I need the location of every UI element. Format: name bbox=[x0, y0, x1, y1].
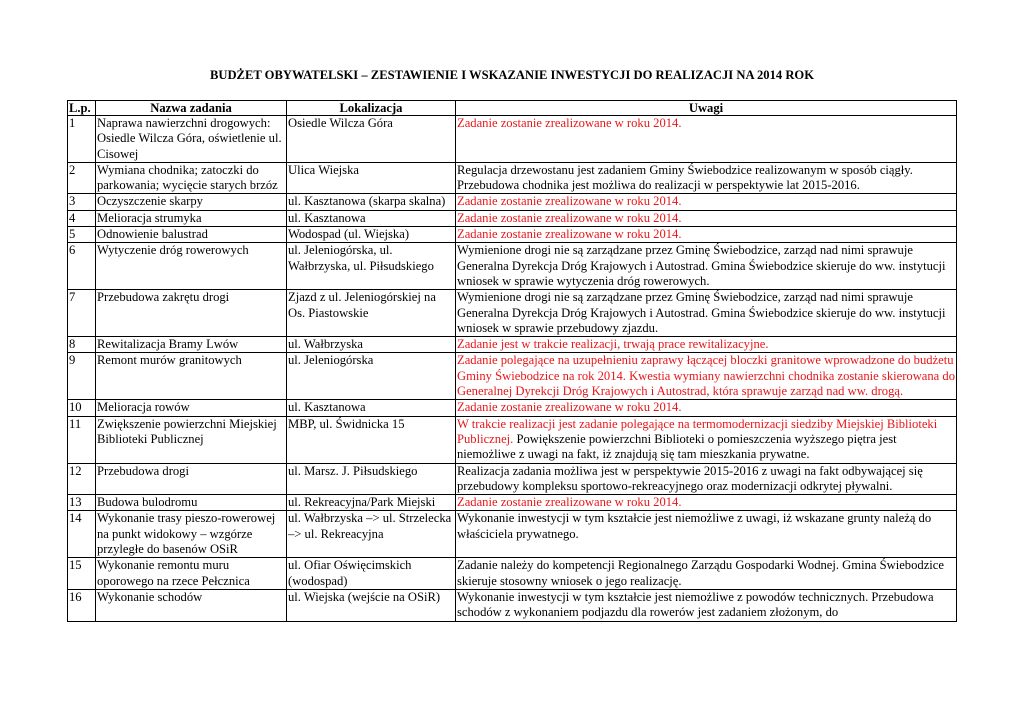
cell-notes bbox=[456, 116, 957, 163]
document-title: BUDŻET OBYWATELSKI – ZESTAWIENIE I WSKAZANIE INWESTYCJI DO REALIZACJI NA 2014 ROK bbox=[209, 68, 815, 82]
cell-notes bbox=[456, 227, 957, 243]
cell-notes bbox=[456, 337, 957, 353]
note-text: Zadanie należy do kompetencji Regionalnego Zarządu Gospodarki Wodnej. Gmina Świebodzice skieruje stosowny wniosek o jego realizację. bbox=[457, 558, 944, 588]
table-row bbox=[68, 290, 957, 337]
cell-notes bbox=[456, 353, 957, 400]
header-notes: Uwagi bbox=[456, 101, 957, 116]
cell-lp: 2 bbox=[68, 162, 96, 194]
note-text: Wymienione drogi nie są zarządzane przez Gminę Świebodzice, zarząd nad nimi sprawuje Generalna Dyrekcja Dróg Krajowych i Autostrad. Gmina Świebodzice skieruje do ww. instytucji wniosek w sprawie przebudowy zjazdu. bbox=[457, 290, 946, 335]
table-row bbox=[68, 337, 957, 353]
cell-location: MBP, ul. Świdnicka 15 bbox=[287, 416, 456, 463]
cell-notes bbox=[456, 400, 957, 416]
cell-notes bbox=[456, 243, 957, 290]
note-text: Wykonanie inwestycji w tym kształcie jest niemożliwe z uwagi, iż wskazane grunty należą do właściciela prywatnego. bbox=[457, 511, 932, 541]
cell-lp: 12 bbox=[68, 463, 96, 495]
cell-lp: 1 bbox=[68, 116, 96, 163]
table-row bbox=[68, 416, 957, 463]
cell-location: ul. Wałbrzyska –> ul. Strzelecka –> ul. Rekreacyjna bbox=[287, 511, 456, 558]
cell-name: Oczyszczenie skarpy bbox=[96, 194, 287, 210]
header-location: Lokalizacja bbox=[287, 101, 456, 116]
table-header-row bbox=[68, 101, 957, 116]
table-row bbox=[68, 210, 957, 226]
cell-name: Odnowienie balustrad bbox=[96, 227, 287, 243]
cell-location: ul. Rekreacyjna/Park Miejski bbox=[287, 495, 456, 511]
table-row bbox=[68, 162, 957, 194]
cell-location: ul. Jeleniogórska, ul. Wałbrzyska, ul. Piłsudskiego bbox=[287, 243, 456, 290]
cell-location: ul. Kasztanowa bbox=[287, 210, 456, 226]
cell-name: Wymiana chodnika; zatoczki do parkowania; wycięcie starych brzóz bbox=[96, 162, 287, 194]
cell-location: Osiedle Wilcza Góra bbox=[287, 116, 456, 163]
note-text: Realizacja zadania możliwa jest w perspektywie 2015-2016 z uwagi na fakt odbywającej się przebudowy kompleksu sportowo-rekreacyjnego oraz modernizacji odkrytej pływalni. bbox=[457, 463, 923, 493]
cell-location: ul. Marsz. J. Piłsudskiego bbox=[287, 463, 456, 495]
cell-lp: 5 bbox=[68, 227, 96, 243]
cell-notes bbox=[456, 558, 957, 590]
note-highlighted: Zadanie zostanie zrealizowane w roku 2014. bbox=[457, 210, 682, 225]
note-text: Wymienione drogi nie są zarządzane przez Gminę Świebodzice, zarząd nad nimi sprawuje Generalna Dyrekcja Dróg Krajowych i Autostrad. Gmina Świebodzice skieruje do ww. instytucji wniosek w sprawie wytyczenia dróg rowerowych. bbox=[457, 243, 946, 288]
cell-lp: 10 bbox=[68, 400, 96, 416]
cell-name: Wykonanie remontu muru oporowego na rzece Pełcznica bbox=[96, 558, 287, 590]
note-text: Wykonanie inwestycji w tym kształcie jest niemożliwe z powodów technicznych. Przebudowa schodów z wykonaniem podjazdu dla rowerów jest zadaniem złożonym, do bbox=[457, 589, 934, 620]
cell-location: ul. Wałbrzyska bbox=[287, 337, 456, 353]
cell-name: Wykonanie trasy pieszo-rowerowej na punkt widokowy – wzgórze przyległe do basenów OSiR bbox=[96, 511, 287, 558]
cell-lp: 6 bbox=[68, 243, 96, 290]
cell-name: Remont murów granitowych bbox=[96, 353, 287, 400]
note-highlighted: Zadanie zostanie zrealizowane w roku 2014. bbox=[457, 495, 682, 510]
table-row bbox=[68, 511, 957, 558]
note-highlighted: Zadanie zostanie zrealizowane w roku 2014. bbox=[457, 194, 682, 209]
cell-notes bbox=[456, 194, 957, 210]
note-highlighted: Zadanie zostanie zrealizowane w roku 2014. bbox=[457, 227, 682, 242]
table-row bbox=[68, 227, 957, 243]
table-row bbox=[68, 353, 957, 400]
cell-location: ul. Kasztanowa (skarpa skalna) bbox=[287, 194, 456, 210]
table-row bbox=[68, 558, 957, 590]
cell-lp: 7 bbox=[68, 290, 96, 337]
cell-notes bbox=[456, 210, 957, 226]
table-row bbox=[68, 116, 957, 163]
cell-notes bbox=[456, 463, 957, 495]
table-row bbox=[68, 243, 957, 290]
cell-location: Ulica Wiejska bbox=[287, 162, 456, 194]
cell-name: Przebudowa zakrętu drogi bbox=[96, 290, 287, 337]
cell-notes bbox=[456, 162, 957, 194]
table-row bbox=[68, 463, 957, 495]
cell-lp: 16 bbox=[68, 589, 96, 621]
table-row bbox=[68, 495, 957, 511]
cell-notes bbox=[456, 290, 957, 337]
cell-notes bbox=[456, 511, 957, 558]
cell-name: Zwiększenie powierzchni Miejskiej Biblioteki Publicznej bbox=[96, 416, 287, 463]
cell-lp: 9 bbox=[68, 353, 96, 400]
cell-lp: 4 bbox=[68, 210, 96, 226]
cell-notes bbox=[456, 495, 957, 511]
cell-location: ul. Jeleniogórska bbox=[287, 353, 456, 400]
cell-name: Melioracja strumyka bbox=[96, 210, 287, 226]
cell-lp: 8 bbox=[68, 337, 96, 353]
cell-location: Wodospad (ul. Wiejska) bbox=[287, 227, 456, 243]
cell-name: Naprawa nawierzchni drogowych: Osiedle Wilcza Góra, oświetlenie ul. Cisowej bbox=[96, 116, 287, 163]
cell-name: Wytyczenie dróg rowerowych bbox=[96, 243, 287, 290]
table-row bbox=[68, 400, 957, 416]
note-highlighted: Zadanie zostanie zrealizowane w roku 2014. bbox=[457, 116, 682, 130]
cell-lp: 13 bbox=[68, 495, 96, 511]
cell-lp: 11 bbox=[68, 416, 96, 463]
table-row bbox=[68, 589, 957, 621]
investment-table bbox=[67, 100, 957, 622]
table-row bbox=[68, 194, 957, 210]
cell-lp: 14 bbox=[68, 511, 96, 558]
cell-notes bbox=[456, 589, 957, 621]
header-name: Nazwa zadania bbox=[96, 101, 287, 116]
cell-name: Przebudowa drogi bbox=[96, 463, 287, 495]
cell-location: ul. Wiejska (wejście na OSiR) bbox=[287, 589, 456, 621]
cell-lp: 15 bbox=[68, 558, 96, 590]
cell-lp: 3 bbox=[68, 194, 96, 210]
cell-name: Budowa bulodromu bbox=[96, 495, 287, 511]
cell-notes bbox=[456, 416, 957, 463]
note-text: Powiększenie powierzchni Biblioteki o pomieszczenia wyższego piętra jest niemożliwe z uwagi na fakt, iż znajdują się tam mieszkania prywatne. bbox=[457, 431, 897, 462]
header-lp: L.p. bbox=[68, 101, 96, 116]
cell-location: ul. Kasztanowa bbox=[287, 400, 456, 416]
cell-name: Melioracja rowów bbox=[96, 400, 287, 416]
note-highlighted: W trakcie realizacji jest zadanie polegające na termomodernizacji siedziby Miejskiej Biblioteki Publicznej. bbox=[457, 416, 938, 446]
cell-location: ul. Ofiar Oświęcimskich (wodospad) bbox=[287, 558, 456, 590]
note-highlighted: Zadanie polegające na uzupełnieniu zaprawy łączącej bloczki granitowe wprowadzone do budżetu Gminy Świebodzice na rok 2014. Kwestia wymiany nawierzchni chodnika zostanie skierowana do Generalnej Dyrekcji Dróg Krajowych i Autostrad, która sprawuje zarząd nad ww. drogą. bbox=[457, 353, 956, 399]
cell-name: Wykonanie schodów bbox=[96, 589, 287, 621]
cell-location: Zjazd z ul. Jeleniogórskiej na Os. Piastowskie bbox=[287, 290, 456, 337]
note-highlighted: Zadanie zostanie zrealizowane w roku 2014. bbox=[457, 400, 682, 415]
note-highlighted: Zadanie jest w trakcie realizacji, trwają prace rewitalizacyjne. bbox=[457, 337, 769, 352]
cell-name: Rewitalizacja Bramy Lwów bbox=[96, 337, 287, 353]
note-text: Regulacja drzewostanu jest zadaniem Gminy Świebodzice realizowanym w sposób ciągły. Przebudowa chodnika jest możliwa do realizacji w perspektywie lat 2015-2016. bbox=[457, 162, 913, 193]
